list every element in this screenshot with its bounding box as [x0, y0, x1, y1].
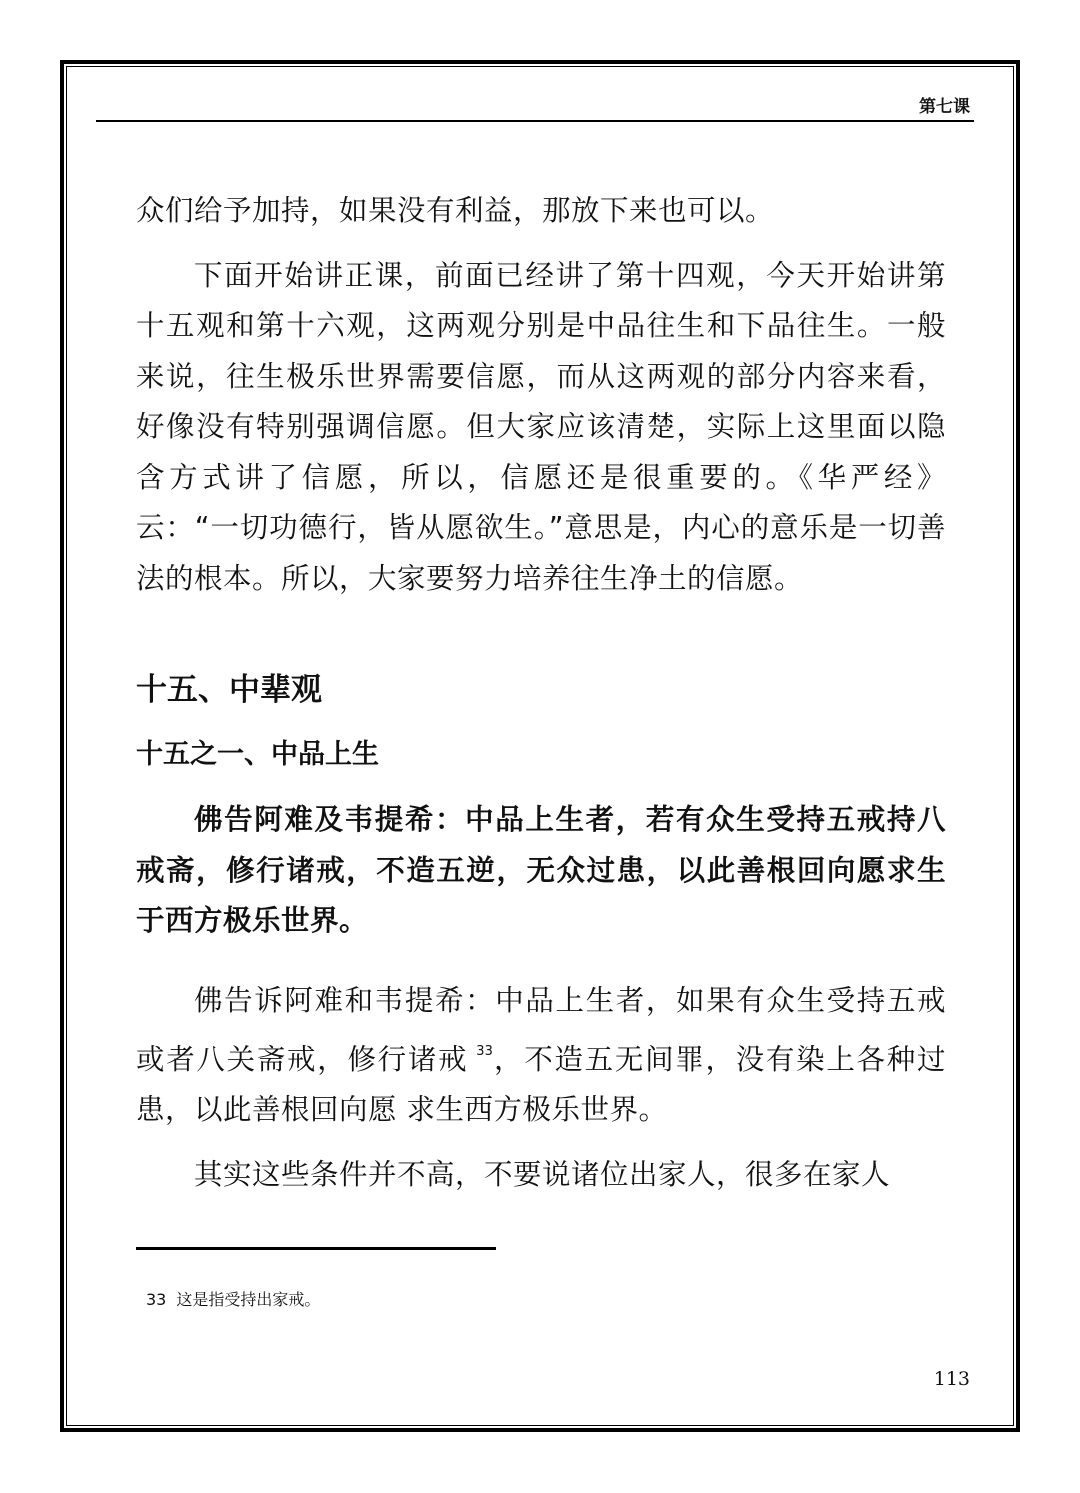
explanation-part2: ，不造五无间罪，没有染上各种过患，以此善根回向愿 求生西方极乐世界。 [136, 1042, 946, 1126]
footnote [146, 1287, 320, 1310]
explanation-part1: 佛告诉阿难和韦提希：中品上生者，如果有众生受持五戒或者八关斋戒，修行诸戒 [136, 984, 946, 1076]
intro-paragraph: 下面开始讲正课，前面已经讲了第十四观，今天开始讲第十五观和第十六观，这两观分别是中品往生和下品往生。一般来说，往生极乐世界需要信愿，而从这两观的部分内容来看，好像没有特别强调信愿。但大家应该清楚，实际上这里面以隐含方式讲了信愿，所以，信愿还是很重要的。《华严经》云：“一切功德行，皆从愿欲生。”意思是，内心的意乐是一切善法的根本。所以，大家要努力培养往生净土的信愿。 [136, 258, 946, 595]
footnote-reference: 33 [476, 1043, 493, 1059]
explanation-paragraph [136, 976, 946, 1136]
running-header: 第七课 [919, 97, 970, 117]
footnote-rule [136, 1247, 496, 1250]
page-number: 113 [933, 1368, 970, 1390]
footnote-number: 33 [146, 1290, 167, 1309]
footnote-text: 这是指受持出家戒。 [176, 1290, 321, 1309]
section-title: 十五、中辈观 [136, 672, 322, 708]
intro-text [136, 186, 946, 604]
sutra-text: 佛告阿难及韦提希：中品上生者，若有众生受持五戒持八戒斋，修行诸戒，不造五逆，无众过患，以此善根回向愿求生于西方极乐世界。 [136, 803, 946, 937]
continued-line: 众们给予加持，如果没有利益，那放下来也可以。 [136, 194, 775, 227]
explanation-text [136, 976, 946, 1200]
section-subtitle: 十五之一、中品上生 [136, 739, 379, 770]
sutra-quote [136, 795, 946, 947]
next-paragraph: 其实这些条件并不高，不要说诸位出家人，很多在家人 [194, 1157, 891, 1191]
header-rule [96, 120, 974, 122]
